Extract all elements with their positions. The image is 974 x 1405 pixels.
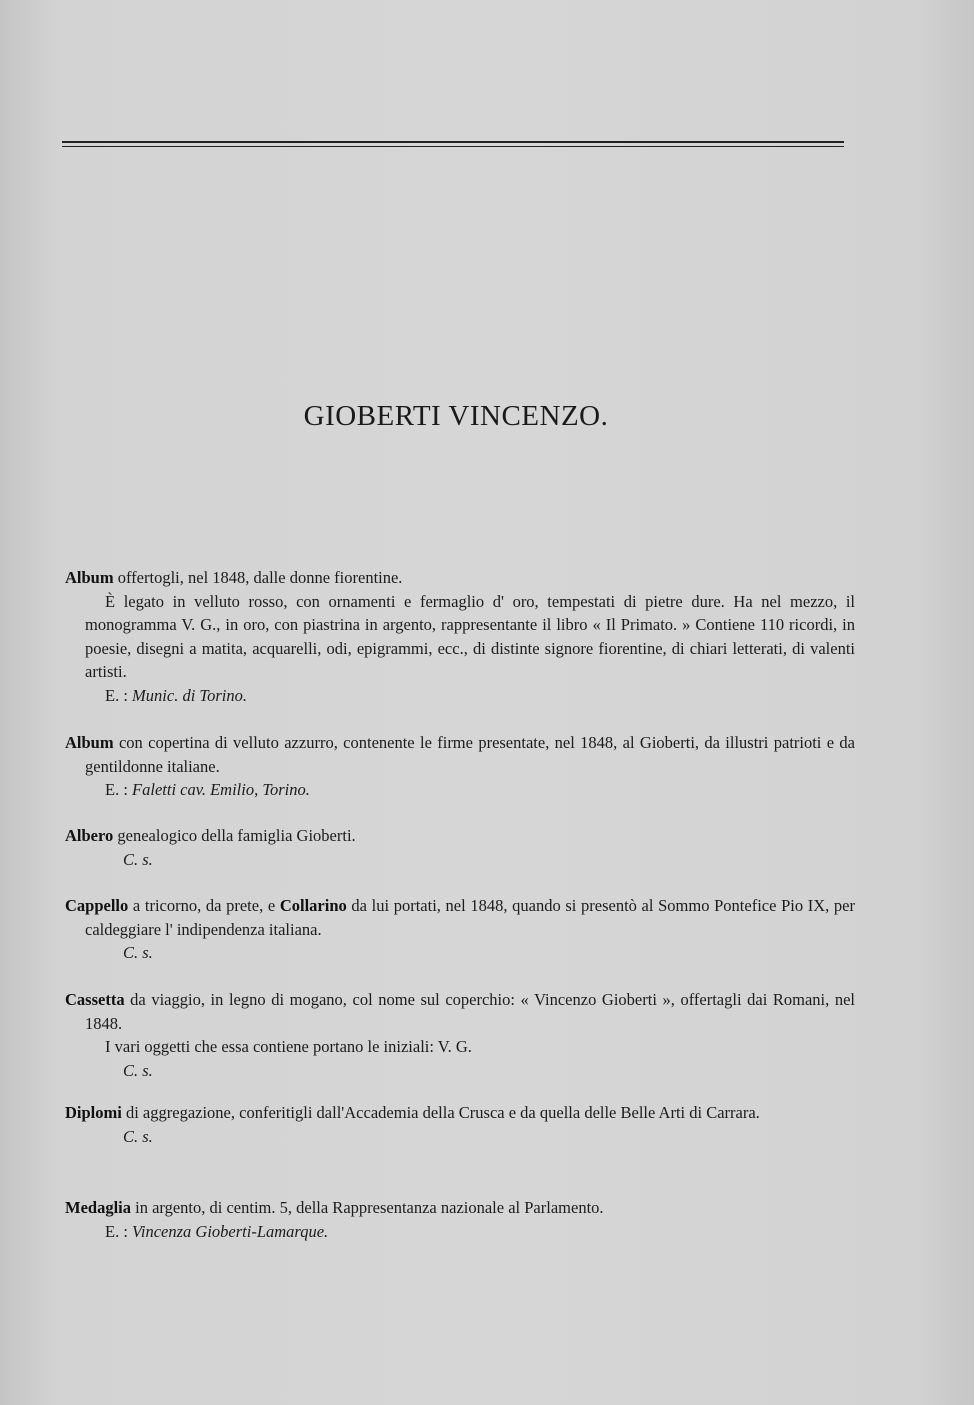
source-name: Munic. di Torino. bbox=[132, 685, 247, 705]
entry-cs: C. s. bbox=[123, 1060, 153, 1080]
header-rule-thin bbox=[62, 146, 844, 147]
catalog-entry bbox=[65, 824, 855, 871]
entry-heading bbox=[65, 1196, 855, 1220]
entry-text-2: da lui portati, nel 1848, quando si presentò al Sommo Pontefice Pio IX, per caldeggiare l' indipendenza italiana. bbox=[85, 896, 855, 939]
entry-keyword: Cappello bbox=[65, 896, 129, 915]
catalog-entry bbox=[65, 894, 855, 965]
catalog-entry bbox=[65, 988, 855, 1082]
entry-cs: C. s. bbox=[123, 849, 153, 869]
entry-source bbox=[105, 1220, 855, 1244]
header-rule-thick bbox=[62, 141, 844, 143]
entry-text: con copertina di velluto azzurro, contenente le firme presentate, nel 1848, al Gioberti, da illustri patrioti e da gentildonne italiane. bbox=[85, 733, 855, 776]
entry-note: I vari oggetti che essa contiene portano le iniziali: V. G. bbox=[105, 1037, 472, 1056]
source-prefix: E. : bbox=[105, 780, 133, 799]
catalog-entry bbox=[65, 566, 855, 707]
entry-keyword: Cassetta bbox=[65, 990, 125, 1009]
catalog-entry bbox=[65, 731, 855, 802]
entry-text: offertogli, nel 1848, dalle donne fiorentine. bbox=[113, 568, 403, 587]
entry-text: in argento, di centim. 5, della Rappresentanza nazionale al Parlamento. bbox=[131, 1198, 604, 1217]
entry-text: genealogico della famiglia Gioberti. bbox=[113, 826, 356, 845]
entry-heading bbox=[65, 566, 855, 590]
catalog-entry bbox=[65, 1101, 855, 1148]
entry-heading bbox=[65, 824, 855, 848]
entry-heading bbox=[65, 988, 855, 1035]
source-name: Vincenza Gioberti-Lamarque. bbox=[132, 1221, 329, 1241]
entry-keyword: Album bbox=[65, 568, 114, 587]
entry-heading bbox=[65, 1101, 855, 1125]
source-prefix: E. : bbox=[105, 685, 133, 705]
entry-cs: C. s. bbox=[123, 1126, 153, 1146]
entry-source bbox=[105, 778, 855, 802]
entry-keyword: Medaglia bbox=[65, 1198, 131, 1217]
entry-heading bbox=[65, 894, 855, 941]
page-title: GIOBERTI VINCENZO. bbox=[303, 400, 609, 432]
entry-cs: C. s. bbox=[123, 943, 153, 962]
catalog-entry bbox=[65, 1196, 855, 1243]
source-prefix: E. : bbox=[105, 1221, 133, 1241]
entry-keyword: Diplomi bbox=[65, 1103, 122, 1122]
source-name: Faletti cav. Emilio, Torino. bbox=[132, 780, 310, 799]
entry-text: da viaggio, in legno di mogano, col nome sul coperchio: « Vincenzo Gioberti », offertagli dai Romani, nel 1848. bbox=[85, 990, 855, 1033]
entry-description: È legato in velluto rosso, con ornamenti e fermaglio d' oro, tempestati di pietre dure. Ha nel mezzo, il monogramma V. G., in oro, con piastrina in argento, rappresentante il libro « Il Primato. » Contiene 110 ricordi, in poesie, disegni a matita, acquarelli, odi, epigrammi, ecc., di distinte signore fiorentine, di chiari letterati, di valenti artisti. bbox=[85, 591, 855, 681]
entry-text: di aggregazione, conferitigli dall'Accademia della Crusca e da quella delle Belle Arti di Carrara. bbox=[121, 1103, 760, 1122]
entry-source bbox=[105, 684, 855, 708]
entry-keyword: Album bbox=[65, 733, 114, 752]
entry-keyword-2: Collarino bbox=[279, 896, 347, 915]
entry-text: a tricorno, da prete, e bbox=[128, 896, 280, 915]
entry-keyword: Albero bbox=[65, 826, 114, 845]
entry-heading bbox=[65, 731, 855, 778]
